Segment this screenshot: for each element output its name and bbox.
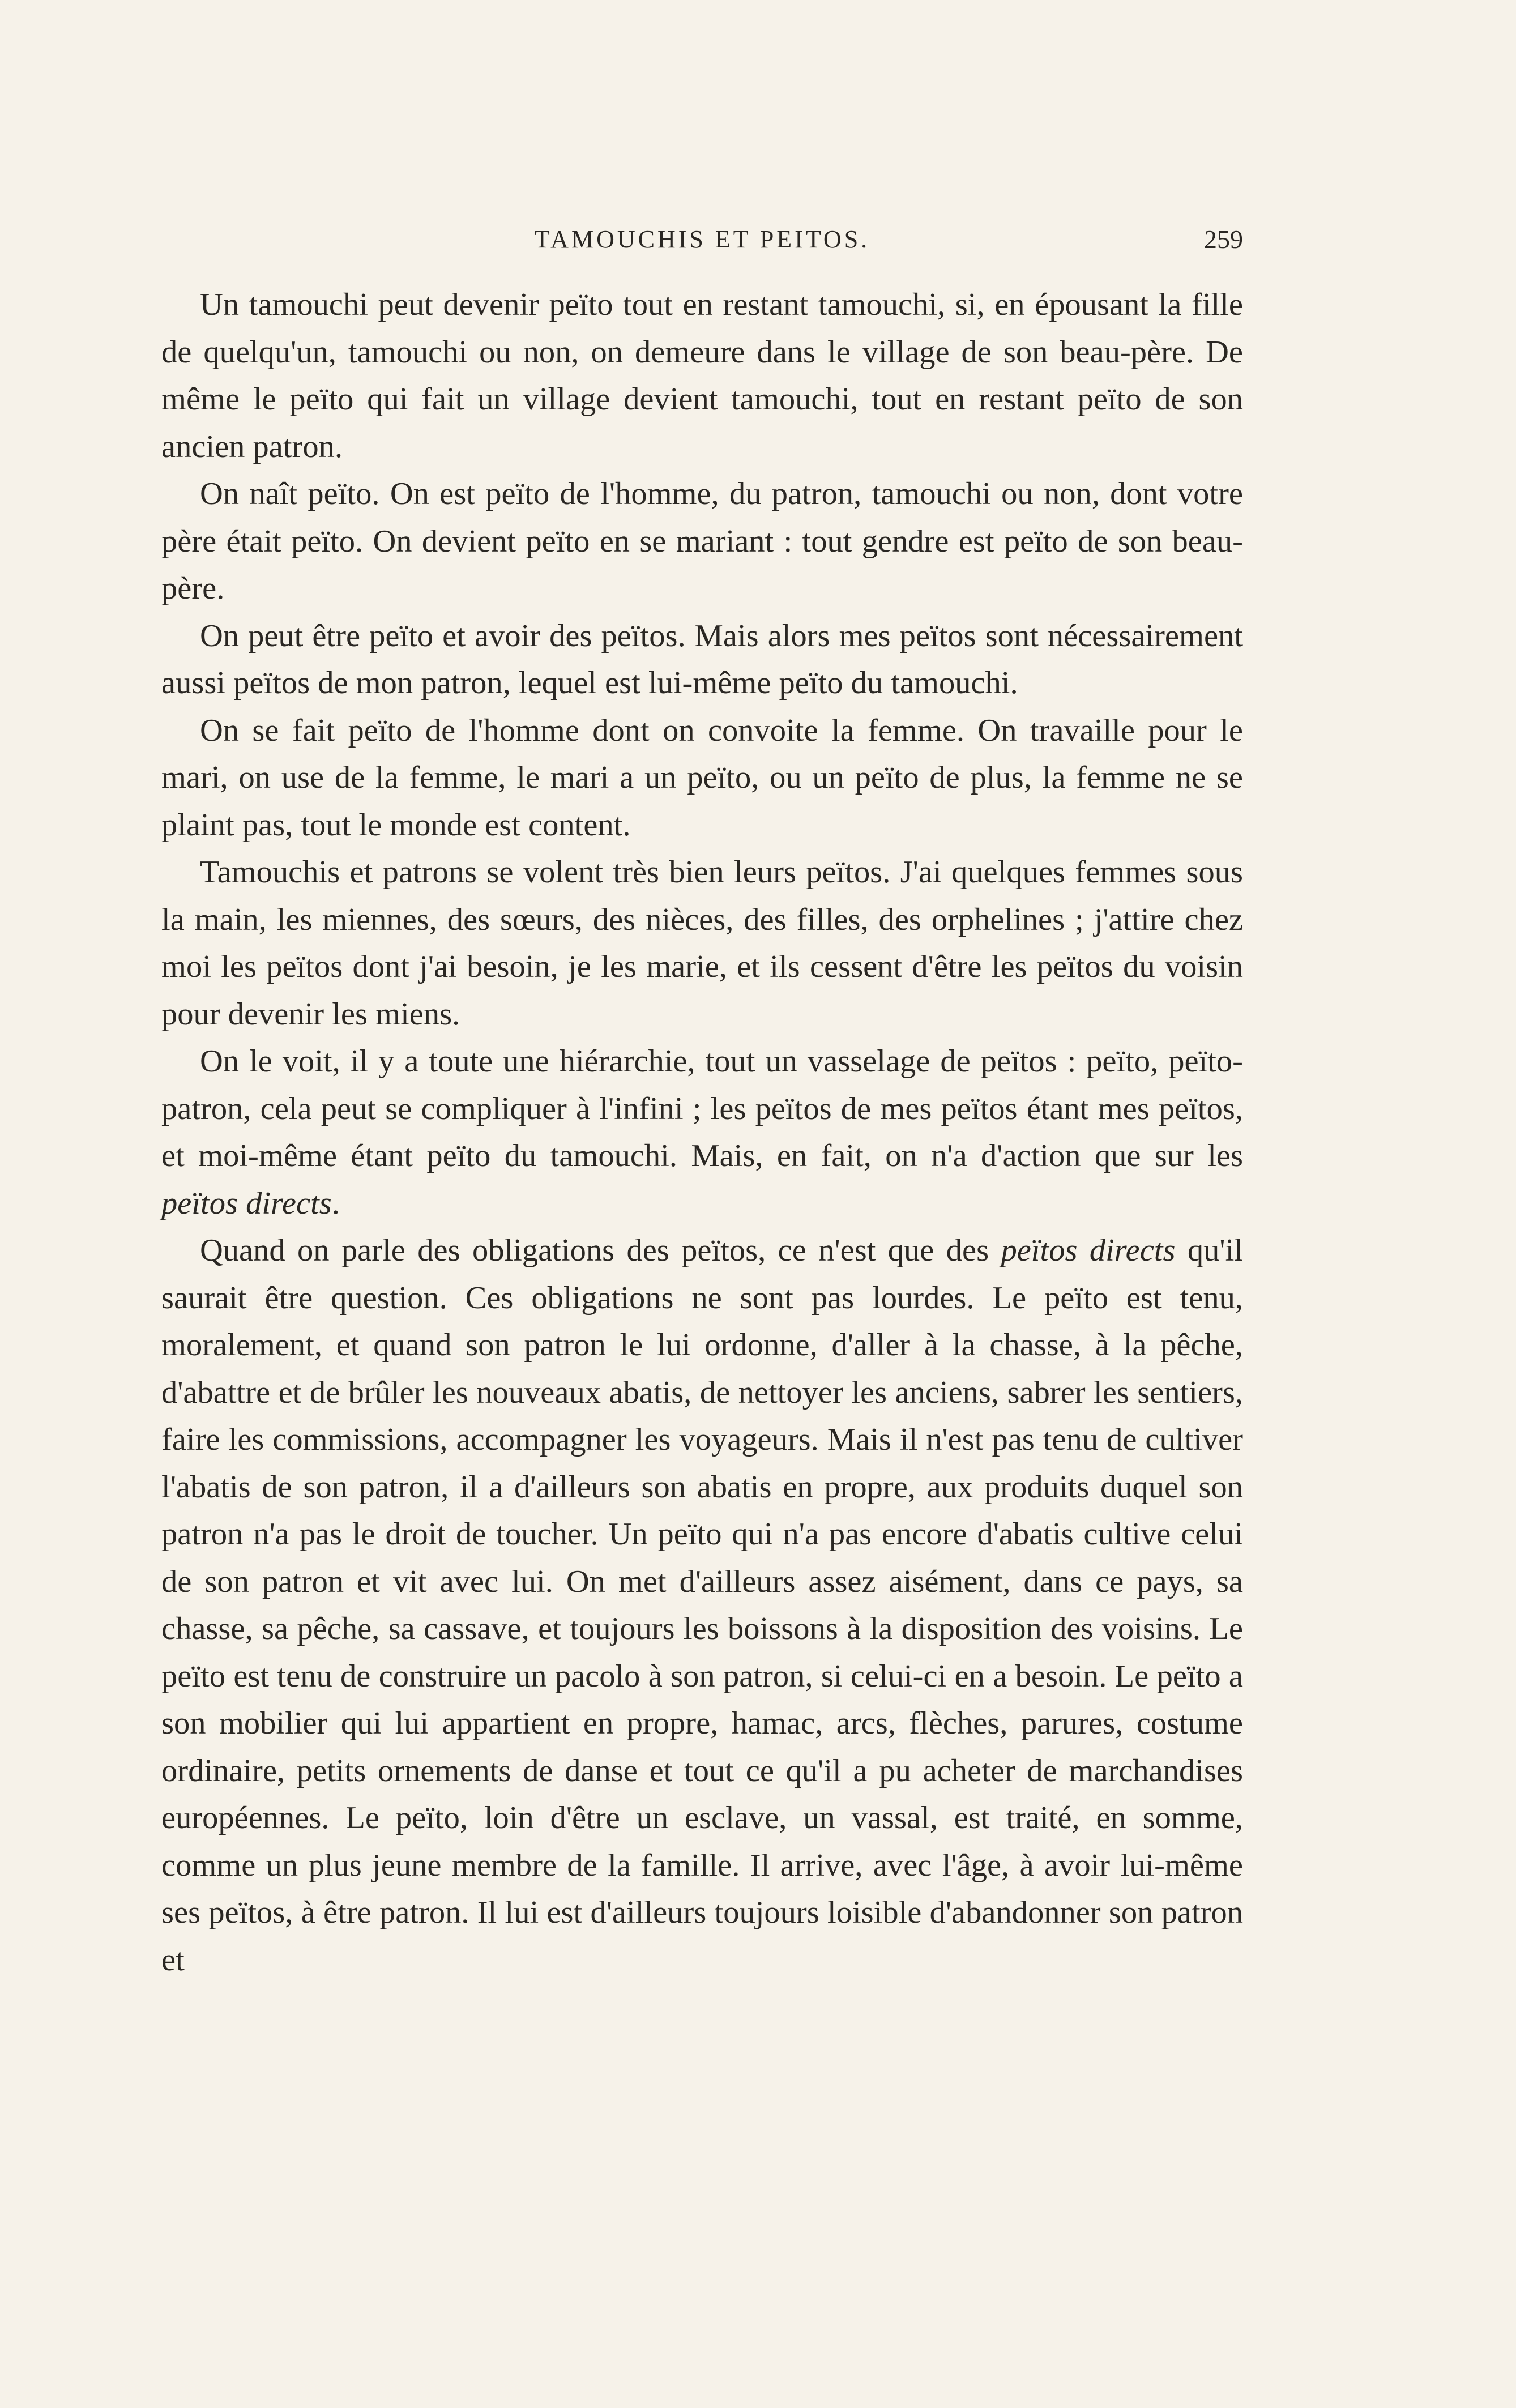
paragraph [161,1227,1243,1984]
paragraph-text: On peut être peïto et avoir des peïtos. Mais alors mes peïtos sont nécessairement aussi peïtos de mon patron, lequel est lui-même peïto du tamouchi. [161,618,1243,701]
paragraph [161,1038,1243,1227]
italic-term: peïtos directs [1001,1233,1176,1268]
running-header [161,223,1243,257]
running-title: TAMOUCHIS ET PEITOS. [534,225,870,253]
paragraph [161,613,1243,707]
paragraph [161,281,1243,471]
paragraph-text: On le voit, il y a toute une hiérarchie, tout un vasselage de peïtos : peïto, peïto-patron, cela peut se compliquer à l'infini ; les peïtos de mes peïtos étant mes peïtos, et moi-même étant peïto du tamouchi. Mais, en fait, on n'a d'action que sur les [161,1044,1243,1173]
page-number: 259 [1204,225,1243,254]
paragraph-text: On se fait peïto de l'homme dont on convoite la femme. On travaille pour le mari, on use de la femme, le mari a un peïto, ou un peïto de plus, la femme ne se plaint pas, tout le monde est content. [161,712,1243,843]
paragraph-text: Un tamouchi peut devenir peïto tout en restant tamouchi, si, en épousant la fille de quelqu'un, tamouchi ou non, on demeure dans le village de son beau-père. De même le peïto qui fait un village devient tamouchi, tout en restant peïto de son ancien patron. [161,287,1243,464]
paragraph-text: On naît peïto. On est peïto de l'homme, du patron, tamouchi ou non, dont votre père était peïto. On devient peïto en se mariant : tout gendre est peïto de son beau-père. [161,476,1243,606]
paragraph [161,849,1243,1038]
paragraph-text-after: . [331,1185,340,1221]
paragraph [161,707,1243,849]
italic-term: peïtos directs [161,1185,332,1221]
paragraph [161,471,1243,613]
paragraph-text-after: qu'il saurait être question. Ces obligations ne sont pas lourdes. Le peïto est tenu, moralement, et quand son patron le lui ordonne, d'aller à la chasse, à la pêche, d'abattre et de brûler les nouveaux abatis, de nettoyer les anciens, sabrer les sentiers, faire les commissions, accompagner les voyageurs. Mais il n'est pas tenu de cultiver l'abatis de son patron, il a d'ailleurs son abatis en propre, aux produits duquel son patron n'a pas le droit de toucher. Un peïto qui n'a pas encore d'abatis cultive celui de son patron et vit avec lui. On met d'ailleurs assez aisément, dans ce pays, sa chasse, sa pêche, sa cassave, et toujours les boissons à la disposition des voisins. Le peïto est tenu de construire un pacolo à son patron, si celui-ci en a besoin. Le peïto a son mobilier qui lui appartient en propre, hamac, arcs, flèches, parures, costume ordinaire, petits ornements de danse et tout ce qu'il a pu acheter de marchandises européennes. Le peïto, loin d'être un esclave, un vassal, est traité, en somme, comme un plus jeune membre de la famille. Il arrive, avec l'âge, à avoir lui-même ses peïtos, à être patron. Il lui est d'ailleurs toujours loisible d'abandonner son patron et [161,1233,1244,1978]
paragraph-text: Quand on parle des obligations des peïtos, ce n'est que des [200,1233,1001,1268]
body-text [161,281,1243,1984]
paragraph-text: Tamouchis et patrons se volent très bien leurs peïtos. J'ai quelques femmes sous la main, les miennes, des sœurs, des nièces, des filles, des orphelines ; j'attire chez moi les peïtos dont j'ai besoin, je les marie, et ils cessent d'être les peïtos du voisin pour devenir les miens. [161,855,1243,1032]
